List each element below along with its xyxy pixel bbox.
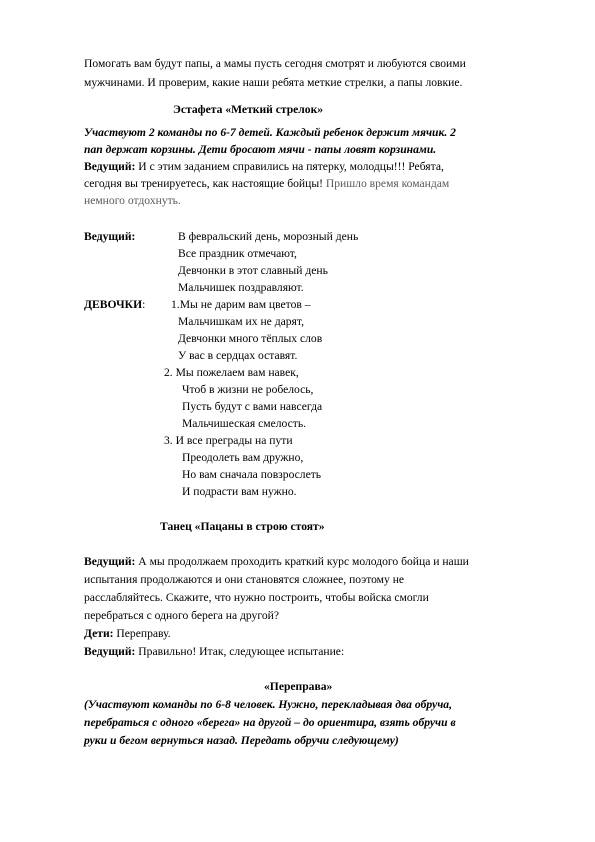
host-remark-2-line-2: испытания продолжаются и они становятся сложнее, поэтому не bbox=[84, 573, 405, 586]
girls-colon: : bbox=[142, 298, 146, 311]
host-remark-grey-line-3: немного отдохнуть. bbox=[84, 194, 181, 207]
host-speaker-2: Ведущий: bbox=[84, 555, 136, 568]
host-remark-3 bbox=[84, 645, 344, 659]
poem-host-speaker: Ведущий: bbox=[84, 230, 136, 243]
host-remark-2 bbox=[84, 555, 469, 569]
children-reply-text: Переправу. bbox=[113, 627, 171, 640]
stanza2-line-1: 2. Мы пожелаем вам навек, bbox=[164, 366, 299, 379]
host-remark-3-text: Правильно! Итак, следующее испытание: bbox=[135, 645, 345, 658]
stanza2-line-2: Чтоб в жизни не робелось, bbox=[182, 383, 314, 396]
girls-speaker-line bbox=[84, 298, 145, 312]
stanza3-line-1: 3. И все преграды на пути bbox=[164, 434, 293, 447]
crossing-title: «Переправа» bbox=[264, 680, 333, 693]
stanza3-line-2: Преодолеть вам дружно, bbox=[182, 451, 304, 464]
crossing-rules-line-1: (Участвуют команды по 6-8 человек. Нужно, перекладывая два обруча, bbox=[84, 698, 452, 711]
relay-title: Эстафета «Меткий стрелок» bbox=[173, 103, 324, 116]
intro-line-2: мужчинами. И проверим, какие наши ребята меткие стрелки, а папы ловкие. bbox=[84, 76, 463, 89]
crossing-rules-line-2: перебраться с одного «берега» на другой – до ориентира, взять обручи в bbox=[84, 716, 456, 729]
relay-rules-line-2: пап держат корзины. Дети бросают мячи - папы ловят корзинами. bbox=[84, 143, 437, 156]
stanza1-line-1: 1.Мы не дарим вам цветов – bbox=[171, 298, 311, 311]
dance-title: Танец «Пацаны в строю стоят» bbox=[160, 520, 325, 533]
stanza2-line-3: Пусть будут с вами навсегда bbox=[182, 400, 323, 413]
poem-host-line-1: В февральский день, морозный день bbox=[178, 230, 359, 243]
host-remark-2-text: А мы продолжаем проходить краткий курс молодого бойца и наши bbox=[135, 555, 469, 568]
girls-speaker: ДЕВОЧКИ bbox=[84, 298, 143, 311]
poem-host-line-2: Все праздник отмечают, bbox=[178, 247, 297, 260]
host-remark-2-line-3: расслабляйтесь. Скажите, что нужно построить, чтобы войска смогли bbox=[84, 591, 429, 604]
stanza2-line-4: Мальчишеская смелость. bbox=[182, 417, 307, 430]
relay-rules-line-1: Участвуют 2 команды по 6-7 детей. Каждый ребенок держит мячик. 2 bbox=[84, 126, 456, 139]
host-remark-1 bbox=[84, 160, 444, 174]
host-remark-line-2: сегодня вы тренируетесь, как настоящие бойцы! bbox=[84, 177, 323, 190]
host-speaker: Ведущий: bbox=[84, 160, 136, 173]
host-remark-2-line-4: перебраться с одного берега на другой? bbox=[84, 609, 279, 622]
stanza1-line-4: У вас в сердцах оставят. bbox=[178, 349, 298, 362]
children-reply bbox=[84, 627, 171, 641]
stanza1-line-2: Мальчишкам их не дарят, bbox=[178, 315, 304, 328]
stanza1-line-3: Девчонки много тёплых слов bbox=[178, 332, 323, 345]
stanza3-line-4: И подрасти вам нужно. bbox=[182, 485, 297, 498]
crossing-rules-line-3: руки и бегом вернуться назад. Передать обручи следующему) bbox=[84, 734, 399, 747]
children-speaker: Дети: bbox=[84, 627, 114, 640]
stanza3-line-3: Но вам сначала повзрослеть bbox=[182, 468, 322, 481]
poem-host-line-3: Девчонки в этот славный день bbox=[178, 264, 328, 277]
host-remark-text: И с этим заданием справились на пятерку, молодцы!!! Ребята, bbox=[135, 160, 444, 173]
poem-host-line-4: Мальчишек поздравляют. bbox=[178, 281, 304, 294]
host-remark-grey: Пришло время командам bbox=[322, 177, 450, 190]
host-remark-1-line-2 bbox=[84, 177, 449, 191]
host-speaker-3: Ведущий: bbox=[84, 645, 136, 658]
intro-line-1: Помогать вам будут папы, а мамы пусть сегодня смотрят и любуются своими bbox=[84, 57, 466, 70]
